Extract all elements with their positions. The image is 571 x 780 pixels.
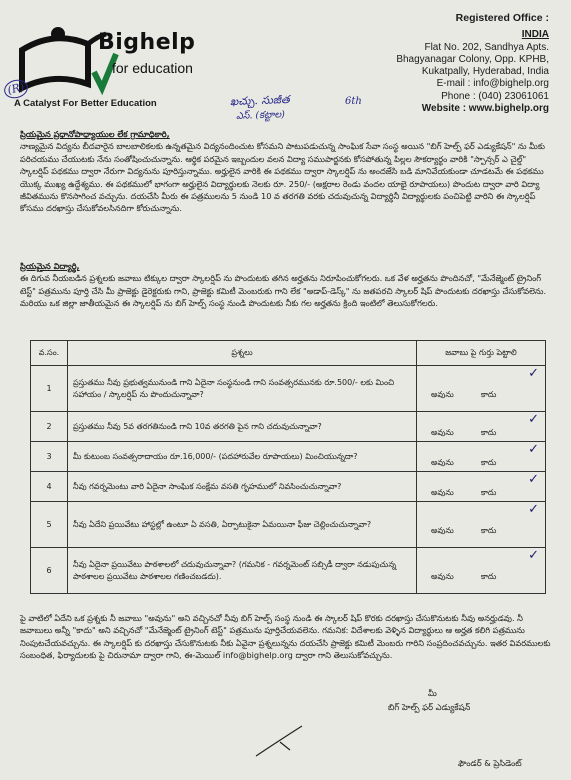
yes-option[interactable]: అవును (431, 487, 454, 497)
check-mark-icon: ✓ (528, 412, 539, 427)
registered-office (329, 12, 549, 115)
yes-option[interactable]: అవును (431, 571, 454, 581)
salutation: ప్రియమైన ప్రధానోపాధ్యాయుల లేక గ్రామాధికారి, (20, 129, 170, 139)
question-text: నీవు ఏదేని ప్రయివేటు హాస్టల్లో ఉంటూ ఏ వసతి, ఏర్పాటుకైనా ఏమయినా ఫీజు చెల్లించుచున్నావా? (68, 502, 417, 548)
question-text: నీవు ఏదైనా ప్రయివేటు పాఠశాలలో చదువుచున్నావా? (గమనిక - గవర్నమెంట్ సబ్సిడీ ద్వారా నడుపుచున్న పాఠశాలల ప్రయివేటు పాఠశాలల గణించబడదు). (68, 548, 417, 594)
salutation: ప్రియమైన విద్యార్థి, (20, 261, 80, 271)
office-title: Registered Office : (455, 12, 549, 24)
student-paragraph (20, 260, 554, 310)
headmaster-paragraph (20, 128, 554, 215)
table-row (31, 442, 546, 472)
office-country: INDIA (521, 29, 549, 41)
yes-option[interactable]: అవును (431, 389, 454, 399)
signature-organization: బిగ్ హెల్ప్ ఫర్ ఎడ్యుకేషన్ (388, 702, 471, 712)
bighelp-logo (14, 14, 204, 104)
question-text: ప్రస్తుతము నీవు ప్రభుత్వమునుండి గాని ఏదైనా సంస్థనుండి గాని సంవత్సరమునకు రూ.500/- లకు మించి సహాయం / స్కాలర్షిప్ ను పొందుచున్నావా? (68, 366, 417, 412)
office-website: Website : www.bighelp.org (421, 103, 549, 115)
eligibility-table (30, 340, 546, 594)
office-phone: Phone : (040) 23061061 (441, 90, 549, 102)
row-number: 1 (31, 366, 68, 412)
no-option[interactable]: కాదు (481, 457, 497, 467)
row-number: 4 (31, 472, 68, 502)
answer-cell[interactable] (417, 366, 546, 412)
tagline: A Catalyst For Better Education (14, 98, 157, 109)
answer-cell[interactable] (417, 412, 546, 442)
check-mark-icon: ✓ (528, 442, 539, 457)
row-number: 5 (31, 502, 68, 548)
answer-cell[interactable] (417, 502, 546, 548)
stamp-mark: (R) (2, 77, 30, 101)
row-number: 2 (31, 412, 68, 442)
check-mark-icon: ✓ (528, 366, 539, 381)
handwritten-name: ఖచ్చు. సుజీత (229, 92, 290, 109)
column-header-answer: జవాబు పై గుర్తు పెట్టాలి (417, 341, 546, 366)
check-mark-icon: ✓ (528, 548, 539, 563)
no-option[interactable]: కాదు (481, 389, 497, 399)
signature-title: ఫౌండర్ & ప్రెసిడెంట్ (458, 758, 522, 768)
question-text: నీవు గవర్నమెంటు వారి ఏదైనా సాంఘిక సంక్షేమ వసతి గృహములో నివసించుచున్నావా? (68, 472, 417, 502)
no-option[interactable]: కాదు (481, 487, 497, 497)
column-header-number: వ.సం. (31, 341, 68, 366)
closing-paragraph (20, 612, 554, 662)
table-row (31, 366, 546, 412)
row-number: 6 (31, 548, 68, 594)
signature-closing: మీ (428, 688, 437, 698)
paragraph-text: ఈ దిగువ నీయబడిన ప్రశ్నలకు జవాబు టిక్కుల ద్వారా స్కాలర్షిప్ ను పొందుటకు తగిన అర్హతను నిరూపించుకోగలరు. ఒక వేళ అర్హతను పొందినచో, "మేనేజ్మెంట్ ట్రైనింగ్ టెస్ట్" పత్రమును పూర్తి చేసి మీ ప్రాజెక్టు డైరెక్టరుకు గాని, ప్రాజెక్టు కమిటీ మెంబరుకు గాని లేక "అడాప్-డెస్క్" ను జతపరచి స్కాలర్ షిప్ పొందుటకు దరఖాస్తు చేసుకోవలెను. మరియు ఒక జిల్లా జాతీయమైన ఈ స్కాలర్షిప్ ను బిగ్ హెల్ప్ సంస్థ నుండి పొందుటకు నీకు గల అర్హతను క్రింది ఇంటిలో తెలుసుకోగలరు. (20, 273, 547, 309)
yes-option[interactable]: అవును (431, 525, 454, 535)
office-address-line: Flat No. 202, Sandhya Apts. (424, 41, 549, 53)
yes-option[interactable]: అవును (431, 427, 454, 437)
office-email: E-mail : info@bighelp.org (436, 78, 549, 90)
table-header-row (31, 341, 546, 366)
logo-subtitle: for education (112, 60, 193, 76)
answer-cell[interactable] (417, 548, 546, 594)
no-option[interactable]: కాదు (481, 525, 497, 535)
logo-name: Bighelp (98, 30, 196, 55)
table-row (31, 548, 546, 594)
check-mark-icon: ✓ (528, 472, 539, 487)
handwritten-sub: ఎస్. (కట్టాల) (235, 109, 286, 122)
no-option[interactable]: కాదు (481, 571, 497, 581)
table-row (31, 412, 546, 442)
handwritten-grade: 6th (345, 96, 362, 107)
answer-cell[interactable] (417, 472, 546, 502)
office-address-line: Kukatpally, Hyderabad, India (421, 66, 549, 78)
yes-option[interactable]: అవును (431, 457, 454, 467)
no-option[interactable]: కాదు (481, 427, 497, 437)
paragraph-text: నాణ్యమైన విద్యను బీదవారైన బాలబాలికలకు ఉన్నతమైన విద్యనందించుట కోసమని పాటుపడుచున్న సాంఘిక సేవా సంస్థ అయిన "బిగ్ హెల్ప్ ఫర్ ఎడ్యుకేషన్" ను మీకు పరిచయము చేయుటకు నేను సంతోషించుచున్నాను. ఆర్థిక పరమైన ఇబ్బందుల వలన విద్యా సముపార్జనకు కోసపోతున్న పిల్లల సౌకర్యార్థం వారికి "స్పాన్సర్ ఎ చైల్డ్" స్కాలర్షిప్ పథకము ద్వారా నేరుగా విద్యనును పూరిస్తున్నాము. అర్హులైన వారికి ఈ పథకము ద్వారా స్కాలర్షిప్ ను అందజేసి బడి మానివేయకుండా చూడటమే ఈ పథకము యొక్క ముఖ్య ఉద్దేశ్యము. ఈ పథకములో భాగంగా అర్హులైన విద్యార్థులకు నెలకు రూ. 250/- (అక్షరాల రెండు వందల యాభై రూపాయలు) పొందుట ద్వారా వారి విద్యా జీవితమును కొనసాగించ వచ్చును. దయచేసి మీరు ఈ పత్రములను 5 నుండి 10 వ తరగతి వరకు చదువుచున్న విద్యార్థినీ విద్యార్థులకు పంచిపెట్టి వారిని ఈ స్కాలర్షిప్ కోసము దరఖాస్తు చేసుకోవలసినదిగా కోరుచున్నాను. (20, 141, 545, 214)
office-address-line: Bhagyanagar Colony, Opp. KPHB, (396, 53, 549, 65)
check-mark-icon: ✓ (528, 502, 539, 517)
table-row (31, 502, 546, 548)
row-number: 3 (31, 442, 68, 472)
answer-cell[interactable] (417, 442, 546, 472)
column-header-question: ప్రశ్నలు (68, 341, 417, 366)
question-text: ప్రస్తుతము నీవు 5వ తరగతినుండి గాని 10వ తరగతి పైన గాని చదువుచున్నావా? (68, 412, 417, 442)
signature-scribble (250, 720, 330, 760)
paragraph-text: పై వాటిలో ఏదేని ఒక ప్రశ్నకు నీ జవాబు "అవును" అని వచ్చినచో నీవు బిగ్ హెల్ప్ సంస్థ నుండి ఈ స్కాలర్ షిప్ కొరకు దరఖాస్తు చేసుకొనుటకు నీవు అనర్హుడవు. నీ జవాబులు అన్నీ "కాదు" అని వచ్చినచో "మేనేజ్మెంట్ ట్రైనింగ్ టెస్ట్" పత్రమును పూర్తిచేయవలెను. గమనిక: విదేశాలకు వెళ్ళిన విద్యార్థులు ఆ అర్హత కలిగి పత్రమును నింపుటచేయవచ్చును. ఈ స్కాలర్షిప్ కు దరఖాస్తు చేసుకొనుటకు నీకు ఏవైనా ప్రశ్నలున్నను దయచేసి ప్రాజెక్టు కమిటీ మెంబరు గారిని సంప్రదించవచ్చును. ఇతర వివరములకు సంబంధిత, ఫిర్యాదులకు పై చిరునామా ద్వారా గాని, ఈ-మెయిల్ info@bighelp.org ద్వారా గాని తెలుసుకోవచ్చును. (20, 613, 551, 661)
question-text: మీ కుటుంబ సంవత్సరాదాయం రూ.16,000/- (పదహారువేల రూపాయలు) మించియున్నదా? (68, 442, 417, 472)
table-row (31, 472, 546, 502)
